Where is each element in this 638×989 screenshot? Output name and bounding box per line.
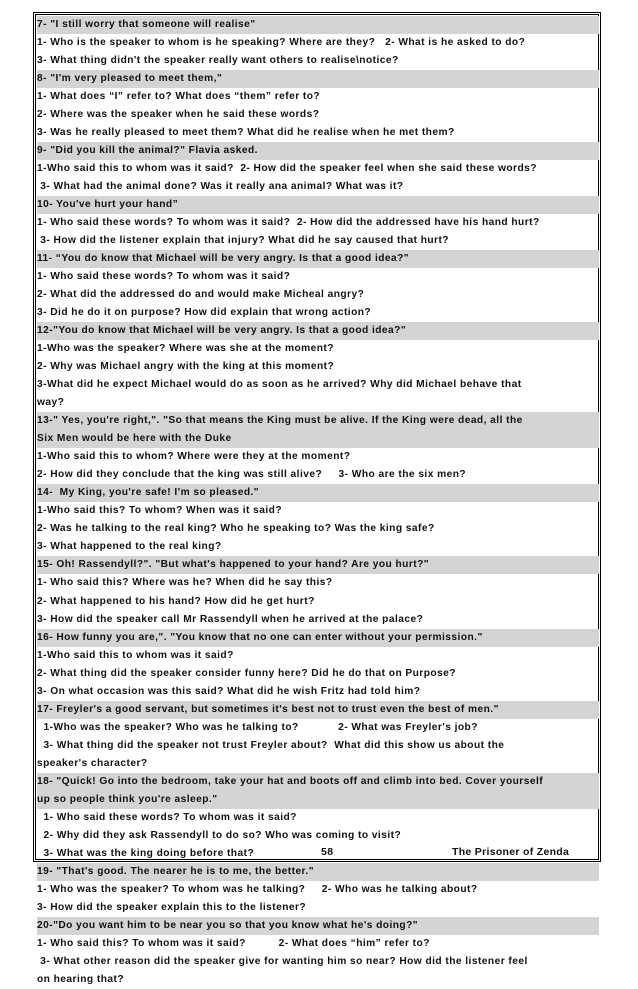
question-line: 3- How did the speaker call Mr Rassendyll when he arrived at the palace? bbox=[37, 613, 424, 625]
book-title: The Prisoner of Zenda bbox=[452, 846, 570, 858]
question-line: 2- What happened to his hand? How did he get hurt? bbox=[37, 595, 315, 607]
worksheet-body bbox=[37, 16, 599, 989]
quote-header-line: 13-" Yes, you're right,". "So that means the King must be alive. If the King were dead, all the bbox=[37, 412, 599, 430]
question-line: 3- What other reason did the speaker give for wanting him so near? How did the listener feel bbox=[37, 955, 528, 967]
question-line: speaker's character? bbox=[37, 757, 148, 769]
question-line: 1- Who said these words? To whom was it said? bbox=[37, 811, 297, 823]
question-line: 1-Who said this to whom was it said? bbox=[37, 649, 234, 661]
quote-header-line: 15- Oh! Rassendyll?". "But what's happened to your hand? Are you hurt?" bbox=[37, 556, 599, 574]
question-line: 3- Was he really pleased to meet them? What did he realise when he met them? bbox=[37, 127, 455, 139]
page-number: 58 bbox=[321, 846, 334, 858]
question-line: 1-Who was the speaker? Where was she at the moment? bbox=[37, 343, 334, 355]
question-line: way? bbox=[37, 397, 65, 409]
question-line: 2- Why was Michael angry with the king at this moment? bbox=[37, 361, 335, 373]
question-line: on hearing that? bbox=[37, 973, 124, 985]
question-line: 3- What thing didn't the speaker really want others to realise\notice? bbox=[37, 55, 399, 67]
quote-header-line: 16- How funny you are,". "You know that no one can enter without your permission." bbox=[37, 629, 599, 647]
quote-header-line: 11- “You do know that Michael will be very angry. Is that a good idea?" bbox=[37, 250, 599, 268]
question-line: 3- On what occasion was this said? What did he wish Fritz had told him? bbox=[37, 685, 421, 697]
question-line: 1- Who was the speaker? To whom was he talking? 2- Who was he talking about? bbox=[37, 883, 478, 895]
question-line: 1-Who was the speaker? Who was he talking to? 2- What was Freyler's job? bbox=[37, 721, 478, 733]
quote-header-line: 10- You've hurt your hand” bbox=[37, 196, 599, 214]
question-line: 1- Who said these words? To whom was it said? 2- How did the addressed have his hand hurt? bbox=[37, 217, 540, 229]
question-line: 2- Where was the speaker when he said these words? bbox=[37, 109, 320, 121]
quote-header-line: 12-"You do know that Michael will be very angry. Is that a good idea?" bbox=[37, 322, 599, 340]
question-line: 1-Who said this to whom was it said? 2- How did the speaker feel when she said these words? bbox=[37, 163, 537, 175]
question-line: 3- How did the listener explain that injury? What did he say caused that hurt? bbox=[37, 235, 449, 247]
question-line: 2- How did they conclude that the king was still alive? 3- Who are the six men? bbox=[37, 469, 467, 481]
question-line: 2- What did the addressed do and would make Micheal angry? bbox=[37, 289, 365, 301]
question-line: 1-Who said this to whom? Where were they at the moment? bbox=[37, 451, 351, 463]
quote-header-line: 7- "I still worry that someone will realise" bbox=[37, 16, 599, 34]
page-footer bbox=[0, 846, 638, 860]
quote-header-line: 19- "That's good. The nearer he is to me, the better." bbox=[37, 863, 599, 881]
question-line: 1- Who is the speaker to whom is he speaking? Where are they? 2- What is he asked to do? bbox=[37, 37, 526, 49]
question-line: 3- What happened to the real king? bbox=[37, 541, 222, 553]
question-line: 1-Who said this? To whom? When was it said? bbox=[37, 505, 282, 517]
quote-header-line: 14- My King, you're safe! I'm so pleased." bbox=[37, 484, 599, 502]
question-line: 1- Who said this? To whom was it said? 2- What does “him” refer to? bbox=[37, 937, 430, 949]
quote-header-line: 17- Freyler's a good servant, but sometimes it's best not to trust even the best of men." bbox=[37, 701, 599, 719]
question-line: 3- What had the animal done? Was it really ana animal? What was it? bbox=[37, 181, 404, 193]
question-line: 1- Who said these words? To whom was it said? bbox=[37, 271, 291, 283]
question-line: 2- Was he talking to the real king? Who he speaking to? Was the king safe? bbox=[37, 523, 435, 535]
question-line: 3- What was the king doing before that? bbox=[37, 847, 255, 859]
quote-header-line: 9- "Did you kill the animal?" Flavia asked. bbox=[37, 142, 599, 160]
question-line: 2- Why did they ask Rassendyll to do so? Who was coming to visit? bbox=[37, 829, 402, 841]
question-line: 3- What thing did the speaker not trust Freyler about? What did this show us about the bbox=[37, 739, 505, 751]
question-line: 1- Who said this? Where was he? When did he say this? bbox=[37, 577, 333, 589]
quote-header-line: Six Men would be here with the Duke bbox=[37, 430, 599, 448]
question-line: 3- Did he do it on purpose? How did explain that wrong action? bbox=[37, 307, 372, 319]
question-line: 2- What thing did the speaker consider funny here? Did he do that on Purpose? bbox=[37, 667, 456, 679]
question-line: 1- What does “I” refer to? What does “them” refer to? bbox=[37, 91, 321, 103]
quote-header-line: 18- "Quick! Go into the bedroom, take your hat and boots off and climb into bed. Cover yourself bbox=[37, 773, 599, 791]
quote-header-line: up so people think you're asleep." bbox=[37, 791, 599, 809]
question-line: 3- How did the speaker explain this to the listener? bbox=[37, 901, 307, 913]
question-line: 3-What did he expect Michael would do as soon as he arrived? Why did Michael behave that bbox=[37, 379, 522, 391]
quote-header-line: 20-"Do you want him to be near you so that you know what he's doing?" bbox=[37, 917, 599, 935]
quote-header-line: 8- "I'm very pleased to meet them," bbox=[37, 70, 599, 88]
